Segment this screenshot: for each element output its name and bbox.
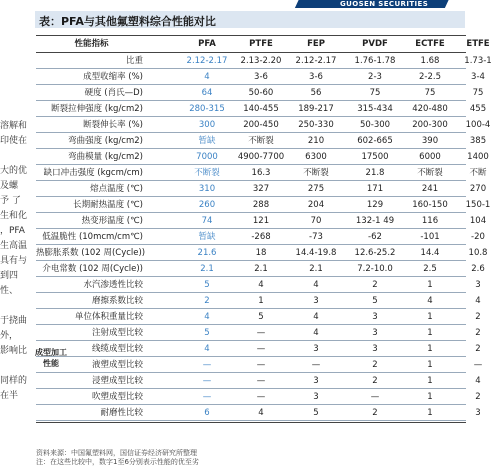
table-cell: -268 [251,232,271,242]
table-cell: 300 [198,120,216,130]
table-cell: 385 [469,136,487,146]
table-cell: 16.3 [251,168,271,178]
row-label: 成型收缩率 (%) [83,72,143,82]
table-cell: 1400 [467,152,489,162]
table-cell: 74 [201,216,213,226]
table-title: 表：PFA与其他氟塑料综合性能对比 [39,15,216,28]
table-cell: 1 [427,376,433,386]
table-cell: 75 [472,88,484,98]
table-cell: — [256,392,266,402]
table-cell: 2 [475,312,481,322]
table-cell: — [370,392,380,402]
table-cell: 140-455 [243,104,279,114]
table-cell: 4 [258,280,264,290]
table-cell: 4 [475,296,481,306]
column-header: FEP [307,39,325,49]
table-cell: 275 [307,184,325,194]
table-cell: — [202,392,212,402]
left-text-line: 影响比 [0,346,28,356]
broker-logo-text: GUOSEN SECURITIES [340,0,429,8]
table-cell: 不断裂 [194,168,220,178]
table-cell: 4 [204,72,210,82]
table-cell: 21.6 [197,248,217,258]
table-cell: 420-480 [412,104,448,114]
row-label: 液塑成型比较 [91,360,143,370]
table-cell: 210 [307,136,325,146]
table-cell: 1 [427,392,433,402]
row-label: 耐磨性比较 [100,408,143,418]
left-text-line: 生高温 [0,241,28,251]
table-row [36,229,485,245]
table-row [36,149,489,165]
table-cell: 2.13-2.20 [240,56,282,66]
table-cell: 116 [421,216,439,226]
table-row [36,389,481,405]
table-cell: 5 [258,312,264,322]
table-row [36,85,484,101]
table-cell: 3 [475,280,481,290]
table-cell: 10.8 [468,248,488,258]
row-label: 缺口冲击强度 (kgcm/cm) [43,168,143,178]
table-cell: 171 [366,184,384,194]
row-label: 浸塑成型比较 [91,376,143,386]
table-cell: -73 [309,232,323,242]
table-cell: 2.12-2.17 [295,56,337,66]
table-cell: 暂缺 [198,232,216,242]
table-cell: 3 [372,312,378,322]
table-row [36,117,491,133]
table-cell: -101 [420,232,440,242]
table-cell: 2-3 [368,72,382,82]
table-cell: 1 [427,280,433,290]
table-cell: 暂缺 [198,136,216,146]
column-header: 性能指标 [74,39,109,49]
row-label: 断裂拉伸强度 (kg/cm2) [51,104,143,114]
table-cell: 4 [204,312,210,322]
left-text-line: 外， [0,331,19,341]
table-cell: 2 [475,344,481,354]
table-cell: 2 [475,392,481,402]
left-text-line: 生和化 [0,211,28,221]
table-cell: 50-300 [359,120,391,130]
table-cell: 150-1 [465,200,491,210]
table-cell: 602-665 [357,136,393,146]
table-cell: — [256,344,266,354]
table-cell: 3 [372,344,378,354]
row-label: 熔点温度 (℃) [90,184,143,194]
table-cell: 3 [313,376,319,386]
table-cell: 14.4 [420,248,440,258]
table-cell: 1.68 [420,56,440,66]
table-cell: 121 [252,216,270,226]
left-text-line: 具有与 [0,256,28,266]
left-text-line: 到四 [0,271,19,281]
table-cell: — [202,360,212,370]
table-cell: 4900-7700 [237,152,285,162]
table-cell: 4 [313,328,319,338]
table-cell: 3 [313,296,319,306]
table-cell: 315-434 [357,104,393,114]
table-cell: 3 [313,344,319,354]
row-label: 线缆成型比较 [91,344,143,354]
table-cell: 2-2.5 [419,72,441,82]
table-cell: 6300 [305,152,327,162]
column-header: ECTFE [415,39,445,49]
table-cell: 2.1 [254,264,268,274]
table-cell: 200-450 [243,120,279,130]
table-row [36,181,487,197]
row-label: 断裂伸长率 (%) [83,120,143,130]
table-cell: 3 [475,408,481,418]
table-row [36,261,485,277]
table-cell: 7000 [196,152,218,162]
row-label: 比重 [125,56,143,66]
table-cell: 327 [252,184,270,194]
left-text-line: 同样的 [0,376,28,386]
table-cell: 75 [424,88,436,98]
table-cell: 3-4 [471,72,485,82]
left-text-line: 大的优 [0,166,28,176]
table-cell: 288 [252,200,270,210]
table-cell: 160-150 [412,200,448,210]
table-cell: 4 [313,280,319,290]
table-cell: 129 [366,200,384,210]
table-row [36,165,487,181]
table-cell: 64 [201,88,213,98]
table-cell: 7.2-10.0 [357,264,393,274]
table-cell: 1 [427,312,433,322]
table-cell: 3-6 [254,72,268,82]
table-cell: 390 [421,136,439,146]
table-cell: 241 [421,184,439,194]
column-header: PVDF [362,39,388,49]
table-row [36,245,488,261]
table-cell: — [256,376,266,386]
table-cell: 1 [427,408,433,418]
left-text-line: 溶解和 [0,121,28,131]
left-text-line: 予 了 [0,196,21,206]
row-label: 介电常数 (102 周(Cycle)) [42,264,143,274]
table-cell: 2 [372,408,378,418]
table-cell: 3 [372,328,378,338]
table-cell: 5 [204,280,210,290]
table-cell: 2.1 [200,264,214,274]
table-cell: 2 [372,376,378,386]
table-cell: 1.76-1.78 [354,56,396,66]
table-cell: 不断裂 [248,136,274,146]
row-label: 单位体积重量比较 [74,312,143,322]
table-cell: 2 [372,360,378,370]
left-text-line: 印使在 [0,136,28,146]
row-label: 弯曲模量 (kg/cm2) [68,152,143,162]
table-cell: 56 [310,88,322,98]
row-label: 低温脆性 (10mcm/cm℃) [42,232,143,242]
table-row [36,53,492,69]
table-cell: 310 [198,184,216,194]
table-cell: 12.6-25.2 [354,248,396,258]
table-cell: 1 [427,360,433,370]
left-text-line: 性、 [0,286,19,296]
row-label: 磨擦系数比较 [91,296,143,306]
table-cell: 280-315 [189,104,225,114]
table-footer [36,449,199,467]
column-header: PFA [198,39,216,49]
row-label: 弯曲强度 (kg/cm2) [68,136,143,146]
table-cell: 3 [313,392,319,402]
table-header-row [36,36,490,52]
left-text-line: 于挠曲 [0,316,28,326]
table-row [36,293,481,309]
table-cell: 132-1 49 [355,216,395,226]
forming-group-label: 成型加工性能 [35,348,67,368]
table-row [36,69,485,85]
table-cell: 不断 [469,168,487,178]
table-cell: 2 [372,280,378,290]
table-row [36,197,491,213]
table-cell: 21.8 [365,168,385,178]
table-cell: -20 [471,232,485,242]
table-cell: 5 [313,408,319,418]
table-row [36,101,487,117]
table-cell: 100-4 [465,120,491,130]
column-header: PTFE [249,39,273,49]
row-label: 注射成型比较 [91,328,143,338]
left-text-line: 及螺 [0,181,19,191]
table-row [36,373,481,389]
table-row [36,341,481,357]
table-cell: 2.1 [309,264,323,274]
table-cell: 2.12-2.17 [186,56,228,66]
table-cell: 50-60 [248,88,274,98]
table-cell: 204 [307,200,325,210]
left-text-line: 在半 [0,391,19,401]
table-row [36,213,487,229]
table-cell: 1.73-1 [464,56,492,66]
table-cell: 6000 [419,152,441,162]
table-row [36,357,483,373]
table-cell: 5 [372,296,378,306]
table-cell: 455 [469,104,487,114]
table-cell: 2 [204,296,210,306]
row-label: 热膨胀系数 (102 周(Cycle)) [36,248,146,258]
table-cell: 4 [475,376,481,386]
row-label: 热变形温度 (℃) [81,216,143,226]
left-text-line: ，PFA [0,226,25,236]
table-cell: 不断裂 [303,168,329,178]
table-row [36,405,481,421]
row-label: 水汽渗透性比较 [83,280,143,290]
table-cell: 200-300 [412,120,448,130]
ranking-note: 注：在这些比较中，数字1至6分别表示性能的优至劣 [36,458,199,466]
table-cell: 18 [255,248,267,258]
table-cell: 3-6 [309,72,323,82]
table-cell: 70 [310,216,322,226]
table-rule [36,420,466,421]
table-row [36,325,481,341]
table-cell: 4 [313,312,319,322]
table-cell: — [256,328,266,338]
table-cell: 1 [427,328,433,338]
column-header: ETFE [466,39,490,49]
table-cell: 1 [258,296,264,306]
table-rule [36,422,466,423]
table-cell: 4 [427,296,433,306]
table-cell: 270 [469,184,487,194]
table-cell: — [311,360,321,370]
table-cell: — [256,360,266,370]
table-cell: 4 [258,408,264,418]
table-cell: 250-330 [298,120,334,130]
table-cell: — [202,376,212,386]
table-cell: 2.6 [471,264,485,274]
table-cell: -62 [368,232,382,242]
table-cell: 不断裂 [417,168,443,178]
table-row [36,277,481,293]
table-cell: 260 [198,200,216,210]
table-cell: 4 [204,344,210,354]
table-cell: 2.5 [423,264,437,274]
table-cell: 2 [475,328,481,338]
table-cell: 189-217 [298,104,334,114]
table-cell: 17500 [361,152,389,162]
row-label: 长期耐热温度 (℃) [73,200,143,210]
table-cell: 6 [204,408,210,418]
table-cell: 14.4-19.8 [295,248,337,258]
table-cell: 5 [204,328,210,338]
table-cell: — [473,360,483,370]
table-row [36,309,481,325]
source-note: 资料来源：中国氟塑料网，国信证券经济研究所整理 [36,449,197,457]
table-cell: 75 [369,88,381,98]
row-label: 吹塑成型比较 [91,392,143,402]
table-cell: 1 [427,344,433,354]
table-row [36,133,487,149]
table-cell: 104 [469,216,487,226]
row-label: 硬度 (肖氏—D) [84,88,143,98]
